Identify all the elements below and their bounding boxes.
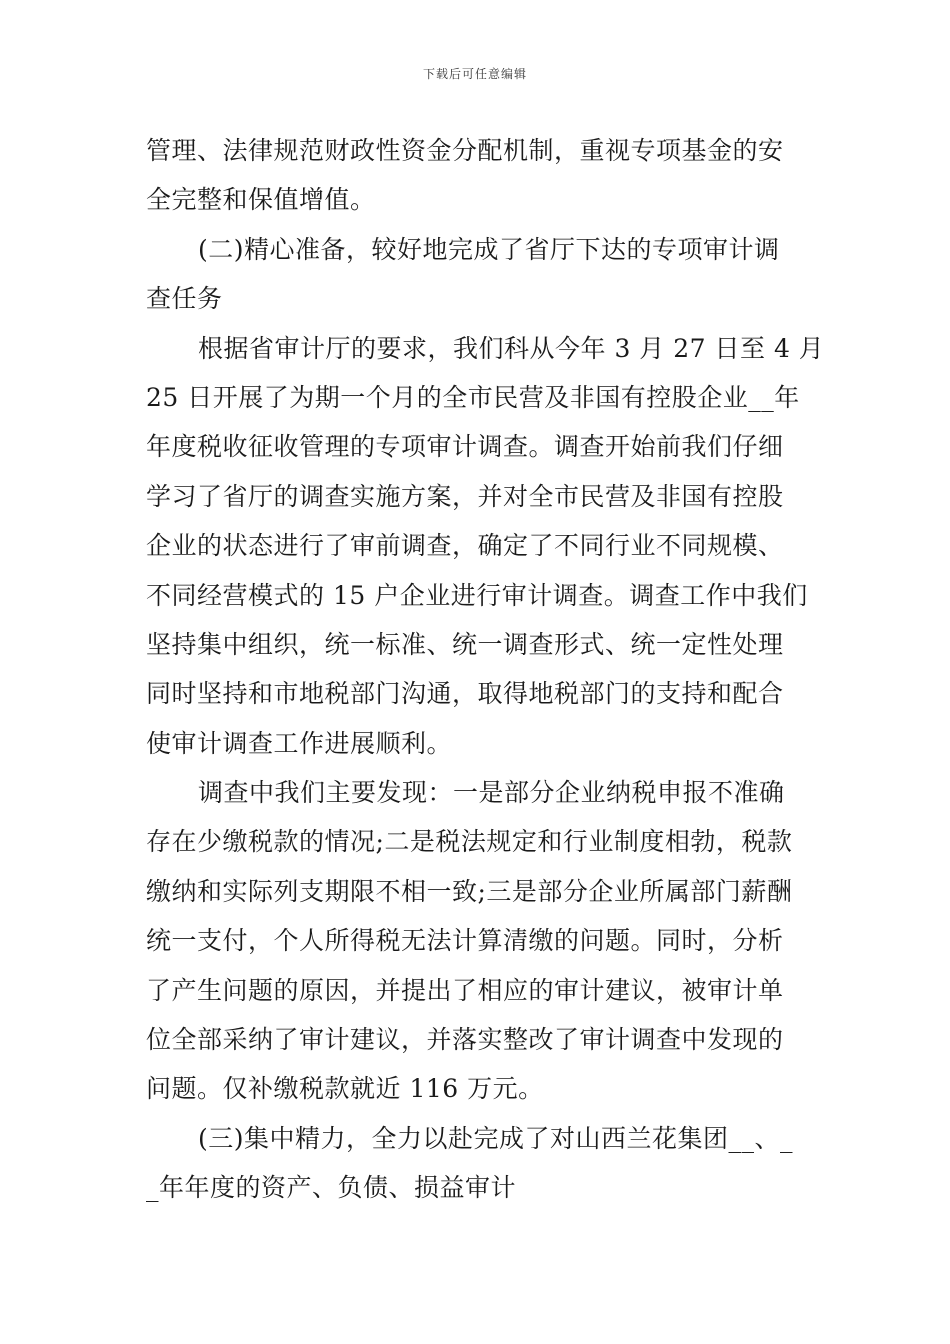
- text-line: 同时坚持和市地税部门沟通，取得地税部门的支持和配合: [146, 679, 784, 709]
- text-line: 存在少缴税款的情况;二是税法规定和行业制度相勃，税款: [146, 827, 793, 857]
- text-line: 年度税收征收管理的专项审计调查。调查开始前我们仔细: [146, 432, 784, 462]
- section-heading-2: (二)精心准备，较好地完成了省厅下达的专项审计调: [198, 234, 780, 264]
- page-header: 下载后可任意编辑: [422, 67, 527, 81]
- text-line: 全完整和保值增值。: [146, 185, 376, 215]
- text-line: 坚持集中组织，统一标准、统一调查形式、统一定性处理: [146, 629, 784, 659]
- section-heading-3-cont: _年年度的资产、负债、损益审计: [146, 1173, 517, 1203]
- text-line: 不同经营模式的 15 户企业进行审计调查。调查工作中我们: [146, 580, 808, 610]
- text-line: 学习了省厅的调查实施方案，并对全市民营及非国有控股: [146, 481, 784, 511]
- document-body: [146, 126, 825, 1213]
- section-heading-2-cont: 查任务: [146, 284, 223, 314]
- text-line: 管理、法律规范财政性资金分配机制，重视专项基金的安: [146, 136, 784, 165]
- text-line: 位全部采纳了审计建议，并落实整改了审计调查中发现的: [146, 1025, 784, 1055]
- text-line: 问题。仅补缴税款就近 116 万元。: [146, 1074, 544, 1104]
- text-line: 统一支付，个人所得税无法计算清缴的问题。同时，分析: [146, 926, 784, 956]
- paragraph-start: 根据省审计厅的要求，我们科从今年 3 月 27 日至 4 月: [198, 333, 825, 363]
- text-line: 企业的状态进行了审前调查，确定了不同行业不同规模、: [146, 531, 784, 561]
- section-heading-3: (三)集中精力，全力以赴完成了对山西兰花集团__、_: [198, 1123, 794, 1153]
- text-line: 使审计调查工作进展顺利。: [146, 728, 453, 758]
- text-line: 了产生问题的原因，并提出了相应的审计建议，被审计单: [146, 975, 784, 1005]
- paragraph-start: 调查中我们主要发现：一是部分企业纳税申报不准确: [198, 778, 785, 808]
- text-line: 缴纳和实际列支期限不相一致;三是部分企业所属部门薪酬: [146, 876, 793, 906]
- text-line: 25 日开展了为期一个月的全市民营及非国有控股企业__年: [146, 382, 800, 412]
